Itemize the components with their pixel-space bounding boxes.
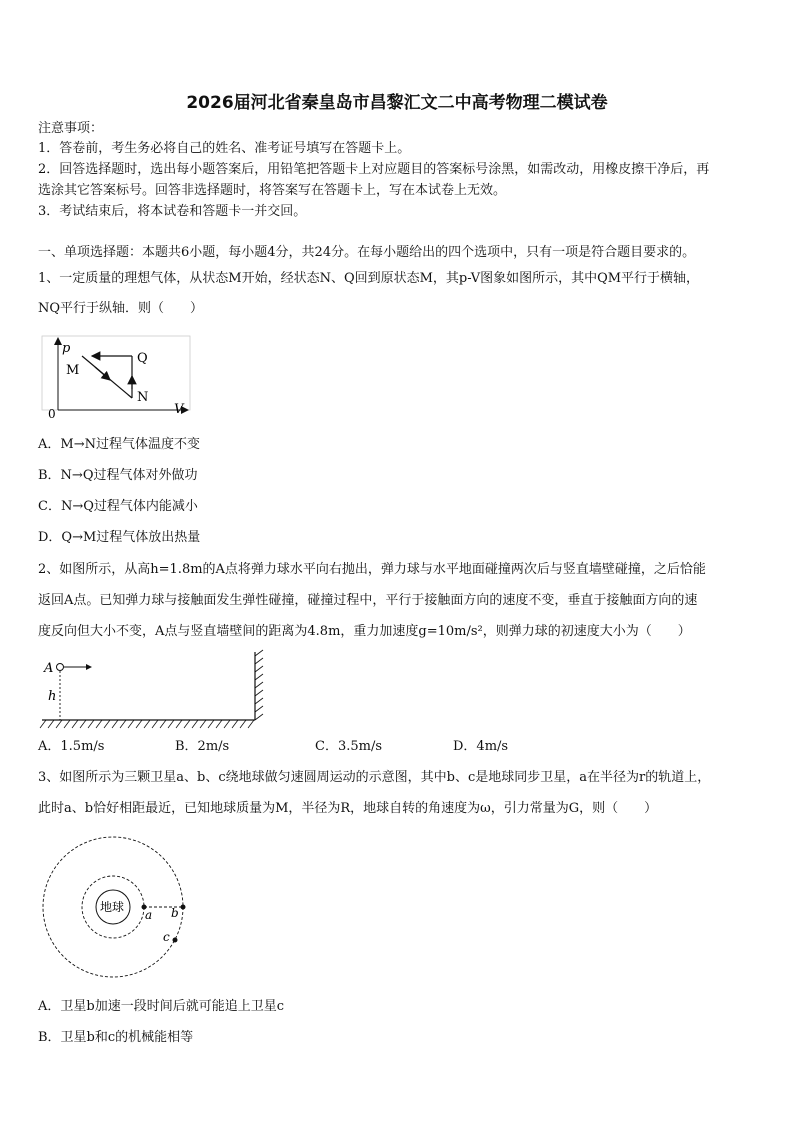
origin-label: 0 bbox=[48, 407, 56, 421]
q1-option-b[interactable]: B．N→Q过程气体对外做功 bbox=[38, 468, 198, 483]
state-n-label: N bbox=[137, 390, 149, 405]
q2-stem-line3: 度反向但大小不变，A点与竖直墙壁间的距离为4.8m，重力加速度g=10m/s²，则弹力球的初速度大小为（ ） bbox=[38, 624, 691, 639]
q2-option-d[interactable]: D．4m/s bbox=[453, 739, 509, 754]
satellite-a-label: a bbox=[145, 908, 153, 922]
q1-stem-line2: NQ平行于纵轴．则（ ） bbox=[38, 301, 204, 316]
state-m-label: M bbox=[66, 363, 80, 378]
ball-point-a bbox=[57, 664, 64, 671]
notice-heading: 注意事项： bbox=[38, 121, 104, 136]
wall-hatching bbox=[255, 650, 263, 720]
page-title: 2026届河北省秦皇岛市昌黎汇文二中高考物理二模试卷 bbox=[186, 93, 608, 113]
q2-option-a[interactable]: A．1.5m/s bbox=[38, 739, 105, 754]
notice-item-2-cont: 选涂其它答案标号。回答非选择题时，将答案写在答题卡上，写在本试卷上无效。 bbox=[38, 183, 507, 198]
satellite-b-label: b bbox=[171, 906, 179, 920]
notice-item-1: 1．答卷前，考生务必将自己的姓名、准考证号填写在答题卡上。 bbox=[38, 141, 411, 156]
q2-stem-line1: 2、如图所示，从高h=1.8m的A点将弹力球水平向右抛出，弹力球与水平地面碰撞两次后与竖直墙壁碰撞，之后恰能 bbox=[38, 562, 706, 577]
p-axis-label: p bbox=[62, 341, 71, 356]
point-a-label: A bbox=[44, 661, 54, 676]
q2-option-c[interactable]: C．3.5m/s bbox=[315, 739, 382, 754]
q3-orbit-diagram bbox=[40, 840, 190, 980]
q2-wall-diagram bbox=[40, 650, 265, 732]
satellite-c bbox=[173, 938, 178, 943]
velocity-arrowhead bbox=[86, 664, 92, 670]
q1-option-c[interactable]: C．N→Q过程气体内能减小 bbox=[38, 499, 198, 514]
notice-item-2: 2．回答选择题时，选出每小题答案后，用铅笔把答题卡上对应题目的答案标号涂黑，如需改动，用橡皮擦干净后，再 bbox=[38, 162, 710, 177]
satellite-c-label: c bbox=[163, 930, 170, 944]
q3-stem-line2: 此时a、b恰好相距最近，已知地球质量为M，半径为R，地球自转的角速度为ω，引力常量为G，则（ ） bbox=[38, 801, 658, 816]
earth-label: 地球 bbox=[100, 900, 125, 914]
q1-option-a[interactable]: A．M→N过程气体温度不变 bbox=[38, 437, 200, 452]
q1-option-d[interactable]: D．Q→M过程气体放出热量 bbox=[38, 530, 201, 545]
q3-stem-line1: 3、如图所示为三颗卫星a、b、c绕地球做匀速圆周运动的示意图，其中b、c是地球同步卫星，a在半径为r的轨道上， bbox=[38, 770, 711, 785]
v-axis-label: V bbox=[174, 402, 184, 417]
satellite-b bbox=[181, 905, 186, 910]
q1-stem-line1: 1、一定质量的理想气体，从状态M开始，经状态N、Q回到原状态M，其p-V图象如图所示，其中QM平行于横轴， bbox=[38, 271, 700, 286]
m-to-n-arrow bbox=[95, 367, 110, 380]
state-q-label: Q bbox=[137, 351, 148, 366]
height-h-label: h bbox=[48, 689, 57, 704]
ground-hatching bbox=[40, 720, 254, 728]
notice-item-3: 3．考试结束后，将本试卷和答题卡一并交回。 bbox=[38, 204, 307, 219]
q2-option-b[interactable]: B．2m/s bbox=[175, 739, 230, 754]
section-heading: 一、单项选择题：本题共6小题，每小题4分，共24分。在每小题给出的四个选项中，只有一项是符合题目要求的。 bbox=[38, 245, 696, 260]
q2-stem-line2: 返回A点。已知弹力球与接触面发生弹性碰撞，碰撞过程中，平行于接触面方向的速度不变，垂直于接触面方向的速 bbox=[38, 593, 698, 608]
q3-option-b[interactable]: B．卫星b和c的机械能相等 bbox=[38, 1030, 194, 1045]
q1-pv-diagram bbox=[40, 334, 200, 424]
q3-option-a[interactable]: A．卫星b加速一段时间后就可能追上卫星c bbox=[38, 999, 284, 1014]
